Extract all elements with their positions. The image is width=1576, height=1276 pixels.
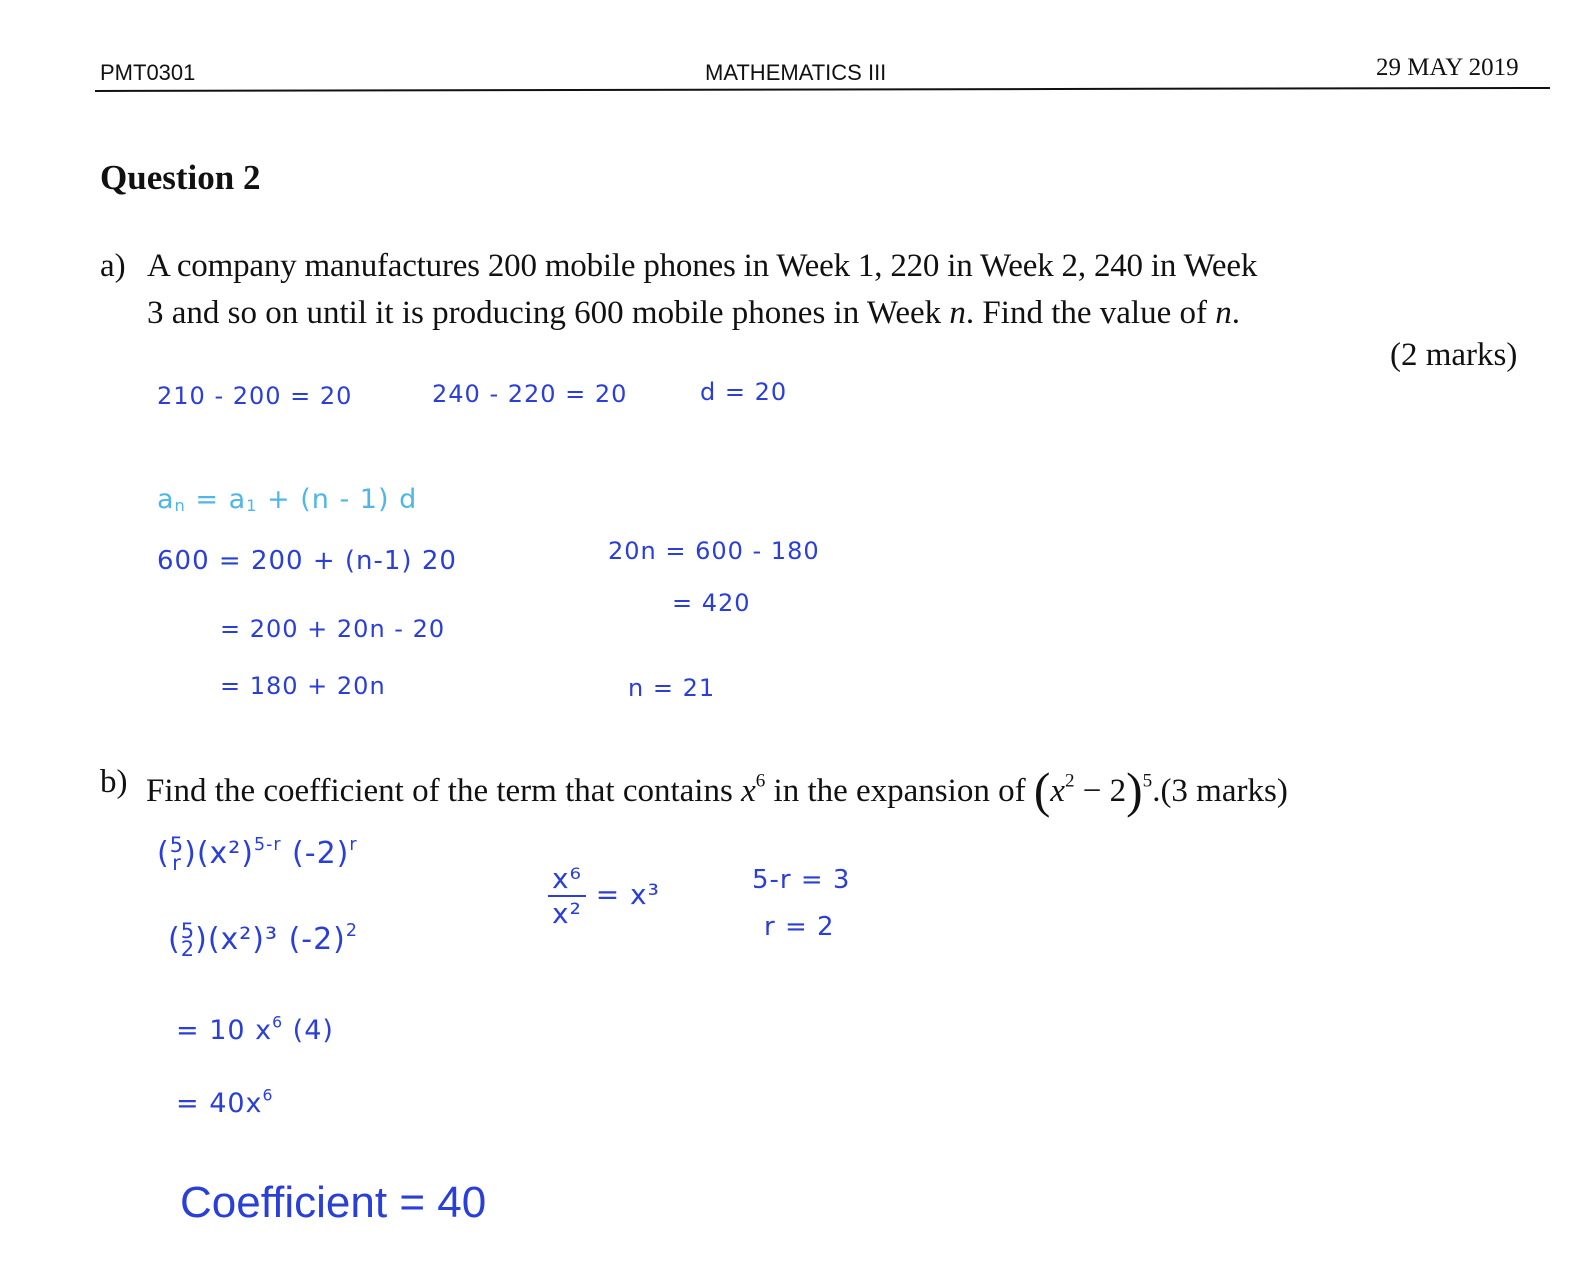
f-a: a <box>157 484 175 515</box>
st-exp: 2 <box>345 920 358 941</box>
s2-pre: = 40x <box>176 1088 263 1119</box>
part-a-line2-mid: . Find the value of <box>965 295 1216 331</box>
pf-fraction <box>548 862 586 930</box>
f-a1: a <box>228 484 247 515</box>
st-binom <box>180 918 196 961</box>
work-r-eq-1: 5-r = 3 <box>752 865 851 895</box>
part-b-text <box>146 762 1288 819</box>
part-b-label: b) <box>100 764 128 800</box>
work-common-difference: d = 20 <box>700 378 788 406</box>
gt-exp2: r <box>349 834 358 855</box>
f-eq: = <box>185 484 229 515</box>
s2-exp: 6 <box>262 1085 274 1105</box>
gt-close: ) <box>184 836 197 871</box>
part-a-line2-pre: 3 and so on until it is producing 600 mobile phones in Week <box>147 295 950 331</box>
work-diff-2: 240 - 220 = 20 <box>432 380 628 408</box>
question-title: Question 2 <box>100 158 261 197</box>
subject-title: MATHEMATICS III <box>705 60 887 85</box>
pf-num: x⁶ <box>548 862 586 897</box>
st-open: ( <box>168 922 181 957</box>
s1-pre: = 10 x <box>176 1015 273 1046</box>
var-n-2: n <box>1215 295 1232 331</box>
st-bottom: 2 <box>180 936 196 961</box>
work-step-2 <box>176 1085 274 1119</box>
work-step-1 <box>176 1012 334 1046</box>
exp-2: 2 <box>1064 770 1075 792</box>
paren-close: ) <box>1126 763 1143 818</box>
work-sub-2: = 200 + 20n - 20 <box>220 615 446 643</box>
part-a-marks: (2 marks) <box>1390 337 1518 373</box>
pf-rhs: = x³ <box>585 878 660 911</box>
var-n: n <box>949 295 966 331</box>
work-sub-3: = 180 + 20n <box>220 672 386 700</box>
gt-binom <box>169 832 185 875</box>
var-x-2: x <box>1050 773 1065 810</box>
work-substituted-term <box>168 918 358 961</box>
exp-6: 6 <box>755 770 766 792</box>
part-b-marks: .(3 marks) <box>1152 773 1288 810</box>
part-a-label: a) <box>100 248 126 284</box>
work-solve-1: 20n = 600 - 180 <box>608 537 820 565</box>
part-a-line2 <box>147 295 1240 332</box>
exp-5: 5 <box>1142 770 1153 792</box>
s1-exp: 6 <box>272 1012 284 1032</box>
gt-exp1: 5-r <box>254 834 282 855</box>
st-top: 5 <box>180 918 196 943</box>
work-nth-term-formula <box>157 484 417 515</box>
var-x: x <box>741 773 756 810</box>
work-general-term <box>157 832 358 875</box>
final-answer: Coefficient = 40 <box>180 1178 487 1227</box>
work-solve-2: = 420 <box>672 589 751 617</box>
s1-post: (4) <box>283 1015 334 1046</box>
f-one: 1 <box>246 496 258 516</box>
part-b-text-pre: Find the coefficient of the term that contains <box>146 773 742 810</box>
part-b-text-mid: in the expansion of <box>765 773 1034 810</box>
work-power-fraction <box>548 862 660 930</box>
gt-mid: (x²) <box>196 836 255 871</box>
header-rule <box>95 87 1550 92</box>
course-code: PMT0301 <box>100 60 196 85</box>
gt-bottom: r <box>172 850 182 875</box>
f-n: n <box>174 496 186 516</box>
paren-open: ( <box>1033 763 1051 818</box>
work-diff-1: 210 - 200 = 20 <box>157 382 353 410</box>
minus-two: − 2 <box>1074 773 1127 810</box>
pf-den: x² <box>552 897 582 930</box>
part-a-period: . <box>1231 295 1240 331</box>
st-close: ) <box>195 922 208 957</box>
work-solve-3: n = 21 <box>628 674 716 702</box>
gt-tail: (-2) <box>281 836 350 871</box>
gt-open: ( <box>157 836 170 871</box>
exam-date: 29 MAY 2019 <box>1376 54 1519 81</box>
part-a-line1: A company manufactures 200 mobile phones in Week 1, 220 in Week 2, 240 in Week <box>147 248 1258 284</box>
gt-top: 5 <box>169 832 185 857</box>
f-rest: + (n - 1) d <box>257 484 418 515</box>
work-sub-1: 600 = 200 + (n-1) 20 <box>157 546 457 576</box>
work-r-eq-2: r = 2 <box>764 912 835 942</box>
st-mid: (x²)³ (-2) <box>207 922 346 957</box>
